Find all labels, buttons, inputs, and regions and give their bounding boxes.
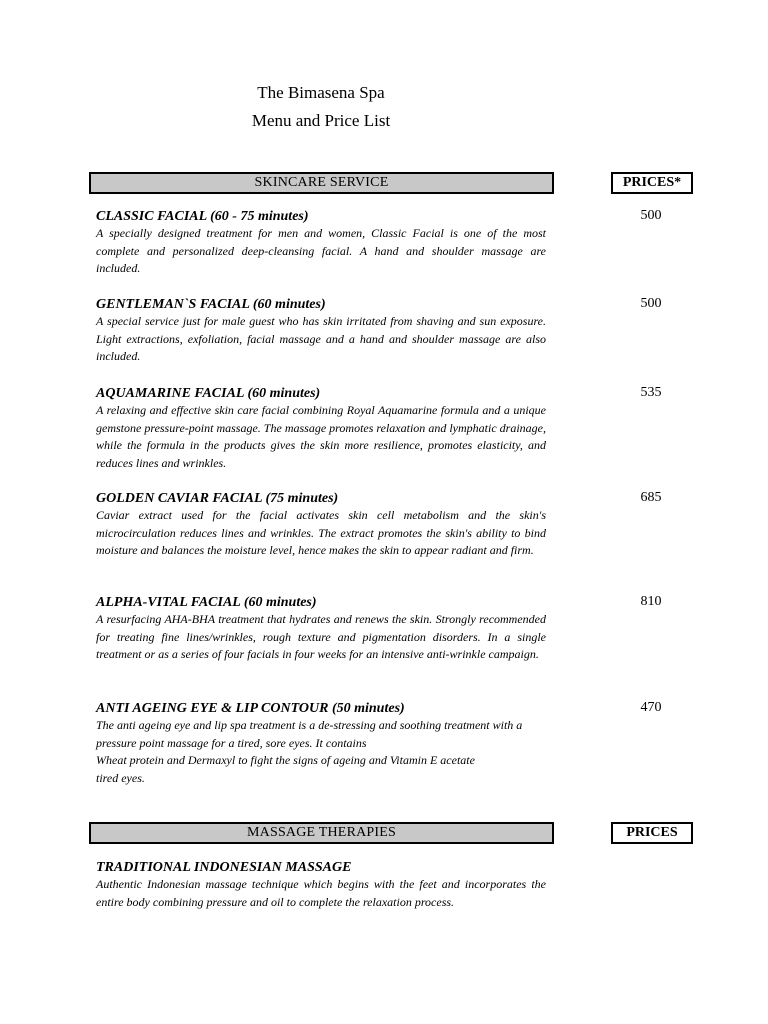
service-price: 470 xyxy=(640,700,662,715)
prices-header-massage: PRICES xyxy=(611,822,693,844)
service-description-line: tired eyes. xyxy=(96,770,145,785)
service-item xyxy=(96,700,556,787)
service-name: AQUAMARINE FACIAL (60 minutes) xyxy=(96,386,321,401)
spa-name: The Bimasena Spa xyxy=(257,83,385,102)
service-price: 500 xyxy=(640,208,662,223)
service-item xyxy=(96,490,546,560)
service-name: ALPHA-VITAL FACIAL (60 minutes) xyxy=(96,595,317,610)
service-price: 535 xyxy=(640,385,662,400)
service-description: A relaxing and effective skin care facial combining Royal Aquamarine formula and a unique gemstone pressure-point massage. The massage promotes relaxation and lymphatic drainage, while the formula in the products gives the skin more resilience, promotes elasticity, and reduces lines and wrinkles. xyxy=(96,403,546,470)
service-description: Authentic Indonesian massage technique which begins with the feet and incorporates the entire body combining pressure and oil to complete the relaxation process. xyxy=(96,877,546,909)
service-price: 685 xyxy=(640,490,662,505)
prices-header-skincare: PRICES* xyxy=(611,172,693,194)
service-name: ANTI AGEING EYE & LIP CONTOUR (50 minutes) xyxy=(96,701,405,716)
service-price: 810 xyxy=(640,594,662,609)
section-header-skincare: SKINCARE SERVICE xyxy=(89,172,554,194)
service-name: GENTLEMAN`S FACIAL (60 minutes) xyxy=(96,297,326,312)
service-description: A resurfacing AHA-BHA treatment that hydrates and renews the skin. Strongly recommended for treating fine lines/wrinkles, rough texture and pigmentation disorders. In a single treatment or as a series of four facials in four weeks for an intensive anti-wrinkle campaign. xyxy=(96,612,546,662)
service-description: A specially designed treatment for men and women, Classic Facial is one of the most complete and personalized deep-cleansing facial. A hand and shoulder massage are included. xyxy=(96,226,546,276)
service-description: Caviar extract used for the facial activates skin cell metabolism and the skin's microcirculation reduces lines and wrinkles. The extract promotes the skin's ability to bind moisture and balances the moisture level, hence makes the skin to appear radiant and firm. xyxy=(96,508,546,558)
service-price: 500 xyxy=(640,296,662,311)
service-name: CLASSIC FACIAL (60 - 75 minutes) xyxy=(96,209,309,224)
service-item xyxy=(96,594,546,664)
service-item xyxy=(96,385,546,472)
service-description-line: The anti ageing eye and lip spa treatment is a de-stressing and soothing treatment with a xyxy=(96,718,523,732)
page-subtitle: Menu and Price List xyxy=(251,111,391,130)
service-description-line: pressure point massage for a tired, sore eyes. It contains xyxy=(96,735,367,750)
service-name: GOLDEN CAVIAR FACIAL (75 minutes) xyxy=(96,491,339,506)
section-header-massage: MASSAGE THERAPIES xyxy=(89,822,554,844)
service-description: A special service just for male guest who has skin irritated from shaving and sun exposure. Light extractions, exfoliation, facial massage and a hand and shoulder massage are also included. xyxy=(96,314,546,364)
service-item xyxy=(96,859,546,911)
service-name: TRADITIONAL INDONESIAN MASSAGE xyxy=(96,860,352,875)
service-description-line: Wheat protein and Dermaxyl to fight the signs of ageing and Vitamin E acetate xyxy=(96,753,475,768)
service-item xyxy=(96,296,546,366)
service-item xyxy=(96,208,546,278)
